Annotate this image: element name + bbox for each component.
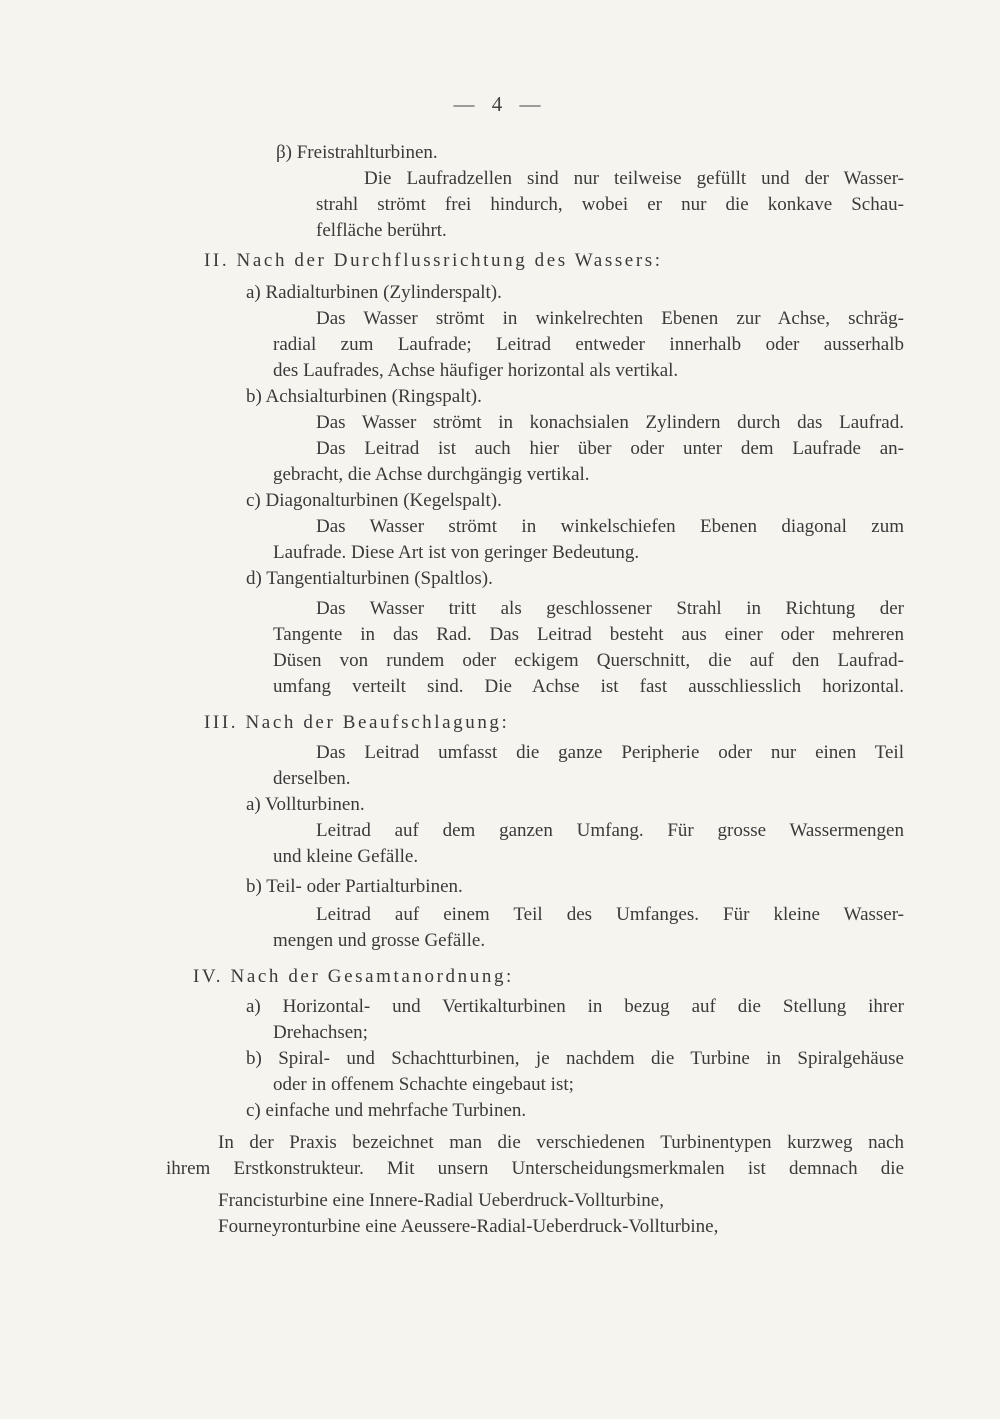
section-heading: II. Nach der Durchflussrichtung des Wassers: (204, 250, 663, 271)
text-line: radial zum Laufrade; Leitrad entweder innerhalb oder ausserhalb (273, 334, 904, 355)
text-line: Die Laufradzellen sind nur teilweise gefüllt und der Wasser- (364, 168, 904, 189)
text-line: Das Wasser strömt in konachsialen Zylindern durch das Laufrad. (316, 412, 904, 433)
text-line: a) Vollturbinen. (246, 794, 365, 815)
text-line: felfläche berührt. (316, 220, 447, 241)
text-line: Tangente in das Rad. Das Leitrad besteht aus einer oder mehreren (273, 624, 904, 645)
text-line: β) Freistrahlturbinen. (276, 142, 438, 163)
text-line: ihrem Erstkonstrukteur. Mit unsern Unterscheidungsmerkmalen ist demnach die (166, 1158, 904, 1179)
text-line: c) Diagonalturbinen (Kegelspalt). (246, 490, 502, 511)
text-line: Das Leitrad umfasst die ganze Peripherie oder nur einen Teil (316, 742, 904, 763)
text-line: Das Wasser strömt in winkelrechten Ebenen zur Achse, schräg- (316, 308, 904, 329)
text-line: a) Radialturbinen (Zylinderspalt). (246, 282, 502, 303)
text-line: d) Tangentialturbinen (Spaltlos). (246, 568, 493, 589)
text-line: Das Wasser strömt in winkelschiefen Ebenen diagonal zum (316, 516, 904, 537)
text-line: oder in offenem Schachte eingebaut ist; (273, 1074, 574, 1095)
text-line: b) Spiral- und Schachtturbinen, je nachdem die Turbine in Spiralgehäuse (246, 1048, 904, 1069)
text-line: Das Wasser tritt als geschlossener Strahl in Richtung der (316, 598, 904, 619)
text-line: a) Horizontal- und Vertikalturbinen in bezug auf die Stellung ihrer (246, 996, 904, 1017)
text-line: gebracht, die Achse durchgängig vertikal. (273, 464, 590, 485)
text-line: umfang verteilt sind. Die Achse ist fast ausschliesslich horizontal. (273, 676, 904, 697)
text-line: strahl strömt frei hindurch, wobei er nur die konkave Schau- (316, 194, 904, 215)
text-line: Leitrad auf einem Teil des Umfanges. Für kleine Wasser- (316, 904, 904, 925)
text-line: und kleine Gefälle. (273, 846, 419, 867)
text-line: Düsen von rundem oder eckigem Querschnitt, die auf den Laufrad- (273, 650, 904, 671)
text-line: Francisturbine eine Innere-Radial Ueberdruck-Vollturbine, (218, 1190, 664, 1211)
text-line: c) einfache und mehrfache Turbinen. (246, 1100, 527, 1121)
section-heading: IV. Nach der Gesamtanordnung: (193, 966, 514, 987)
text-line: Das Leitrad ist auch hier über oder unter dem Laufrade an- (316, 438, 904, 459)
text-line: des Laufrades, Achse häufiger horizontal als vertikal. (273, 360, 679, 381)
text-line: b) Teil- oder Partialturbinen. (246, 876, 463, 897)
text-line: Laufrade. Diese Art ist von geringer Bedeutung. (273, 542, 640, 563)
page-number: — 4 — (453, 92, 547, 116)
text-line: Drehachsen; (273, 1022, 368, 1043)
text-line: derselben. (273, 768, 351, 789)
text-line: Fourneyronturbine eine Aeussere-Radial-Ueberdruck-Vollturbine, (218, 1216, 719, 1237)
text-line: In der Praxis bezeichnet man die verschiedenen Turbinentypen kurzweg nach (218, 1132, 904, 1153)
section-heading: III. Nach der Beaufschlagung: (204, 712, 510, 733)
text-line: Leitrad auf dem ganzen Umfang. Für grosse Wassermengen (316, 820, 904, 841)
text-line: mengen und grosse Gefälle. (273, 930, 486, 951)
text-line: b) Achsialturbinen (Ringspalt). (246, 386, 482, 407)
